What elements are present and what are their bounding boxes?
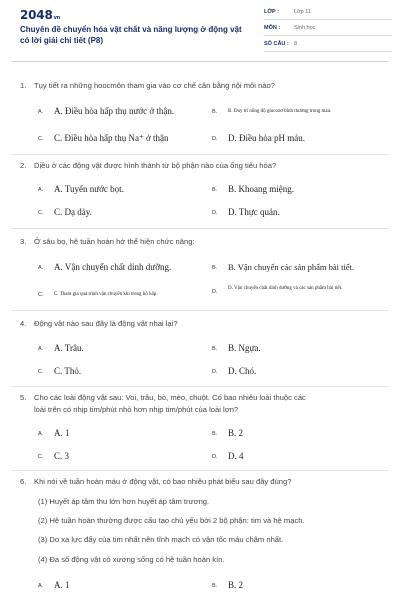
option-b[interactable] [212,184,294,195]
question-divider [12,228,388,229]
option-a[interactable] [38,184,124,195]
option-key: D. [212,136,218,142]
question-stem: Dịều ở các động vật được hình thành từ bộ phận nào của ống tiêu hóa? [34,161,277,170]
meta-key: LỚP : [264,8,279,15]
option-text: D. Thực quản. [228,207,280,217]
option-key: C. [38,369,44,375]
question-2 [20,160,380,172]
question-number: 5. [20,393,27,402]
option-d[interactable] [212,207,280,218]
logo-suffix: vn [53,15,61,21]
option-text: D. 4 [228,451,244,461]
question-number: 4. [20,319,27,328]
option-b[interactable] [212,106,331,115]
question-stem: Tụy tiết ra những hoocmôn tham gia vào cơ chế cân bằng nội môi nào? [34,81,275,90]
option-c[interactable] [38,366,81,377]
question-number: 2. [20,161,27,170]
option-a[interactable] [38,428,70,439]
option-b[interactable] [212,428,243,439]
meta-value: Sinh học [294,24,316,31]
option-c[interactable] [38,133,169,144]
meta-key: SỐ CÂU : [264,40,289,47]
option-text: B. 2 [228,428,244,438]
option-b[interactable] [212,343,261,354]
option-key: C. [38,136,44,142]
statement-4: (4) Đa số động vật có xương sống có hệ tuần hoàn kín. [38,555,225,564]
option-key: A. [38,187,44,193]
meta-value: 8 [294,40,298,47]
question-1 [20,80,380,92]
option-text: C. Tham gia quá trình vận chuyển khí trong hô hấp. [54,292,158,297]
option-a[interactable] [38,262,171,273]
option-text: B. Vận chuyển các sản phẩm bài tiết. [228,262,355,272]
option-text: B. Duy trì nồng độ glucozơ bình thường trong máu. [228,109,332,114]
logo-text: 2048 [20,8,53,22]
option-a[interactable] [38,106,174,117]
option-b[interactable] [212,262,354,273]
question-divider [12,470,388,471]
meta-table [264,4,392,52]
option-text: B. 2 [228,580,244,590]
statement-1: (1) Huyết áp tâm thu lớn hơn huyết áp tâm trương. [38,497,210,506]
question-divider [12,386,388,387]
meta-row-subject [264,20,392,36]
option-d[interactable] [212,286,382,295]
option-text: A. 1 [54,428,70,438]
option-text: C. Thỏ. [54,366,82,376]
option-key: D. [212,454,218,460]
meta-key: MÔN : [264,24,281,31]
option-text: D. Chó. [228,366,257,376]
option-a[interactable] [38,580,70,591]
option-key: C. [38,210,44,216]
option-text: A. 1 [54,580,70,590]
question-number: 3. [20,237,27,246]
option-key: D. [212,289,218,295]
option-key: C. [38,292,44,298]
meta-row-count [264,36,392,52]
document-header [12,0,388,62]
question-stem-line: loài trên có nhịp tim/phút nhỏ hơn nhịp tim/phút của loài lợn? [34,405,239,414]
meta-value: Lớp 11 [294,8,311,15]
question-number: 1. [20,81,27,90]
question-divider [12,310,388,311]
option-text: C. 3 [54,451,70,461]
option-text: A. Tuyến nước bọt. [54,184,124,194]
option-text: D. Vận chuyển chất dinh dưỡng và các sản phẩm bài tiết. [228,286,343,291]
question-stem: Khi nói về tuần hoàn máu ở động vật, có bao nhiêu phát biểu sau đây đúng? [34,477,292,486]
question-number: 6. [20,477,27,486]
option-key: A. [38,109,44,115]
question-stem: Động vật nào sau đây là động vật nhai lại? [34,319,178,328]
option-text: A. Vận chuyển chất dinh dưỡng. [54,262,172,272]
question-6 [20,476,380,488]
option-c[interactable] [38,289,158,298]
option-key: A. [38,265,44,271]
option-text: B. Khoang miệng. [228,184,294,194]
option-key: A. [38,346,44,352]
option-key: D. [212,210,218,216]
option-key: B. [212,109,218,115]
option-text: C. Dạ dày. [54,207,92,217]
option-key: C. [38,454,44,460]
option-key: D. [212,369,218,375]
option-d[interactable] [212,451,244,462]
option-text: C. Điều hòa hấp thụ Na⁺ ở thận [54,133,169,143]
option-key: B. [212,431,218,437]
option-text: A. Trâu. [54,343,84,353]
option-text: A. Điều hòa hấp thụ nước ở thận. [54,106,175,116]
option-key: B. [212,265,218,271]
option-text: B. Ngựa. [228,343,261,353]
document-title: Chuyên đề chuyển hóa vật chất và năng lượng ở động vật có lời giải chi tiết (P8) [20,25,242,45]
meta-row-class [264,4,392,20]
option-key: B. [212,346,218,352]
question-divider [12,154,388,155]
question-5 [20,392,380,416]
option-b[interactable] [212,580,243,591]
question-stem: Ở sâu bọ, hệ tuần hoàn hở thể hiện chức năng: [34,237,195,246]
question-4 [20,318,380,330]
question-stem-line: Cho các loài động vật sau: Voi, trâu, bò, mèo, chuột. Có bao nhiêu loài thuộc các [34,393,306,402]
option-c[interactable] [38,451,69,462]
option-key: B. [212,583,218,589]
option-d[interactable] [212,366,256,377]
question-3 [20,236,380,248]
site-logo[interactable] [20,8,60,22]
option-key: A. [38,431,44,437]
option-d[interactable] [212,133,305,144]
option-a[interactable] [38,343,84,354]
statement-2: (2) Hệ tuần hoàn thường được cấu tạo chủ yếu bởi 2 bộ phận: tim và hệ mạch. [38,516,305,525]
statement-3: (3) Do xa lực đẩy của tim nhất nên tĩnh mạch có vận tốc máu chậm nhất. [38,535,284,544]
option-c[interactable] [38,207,92,218]
option-key: B. [212,187,218,193]
option-key: A. [38,583,44,589]
option-text: D. Điều hòa pH máu. [228,133,305,143]
